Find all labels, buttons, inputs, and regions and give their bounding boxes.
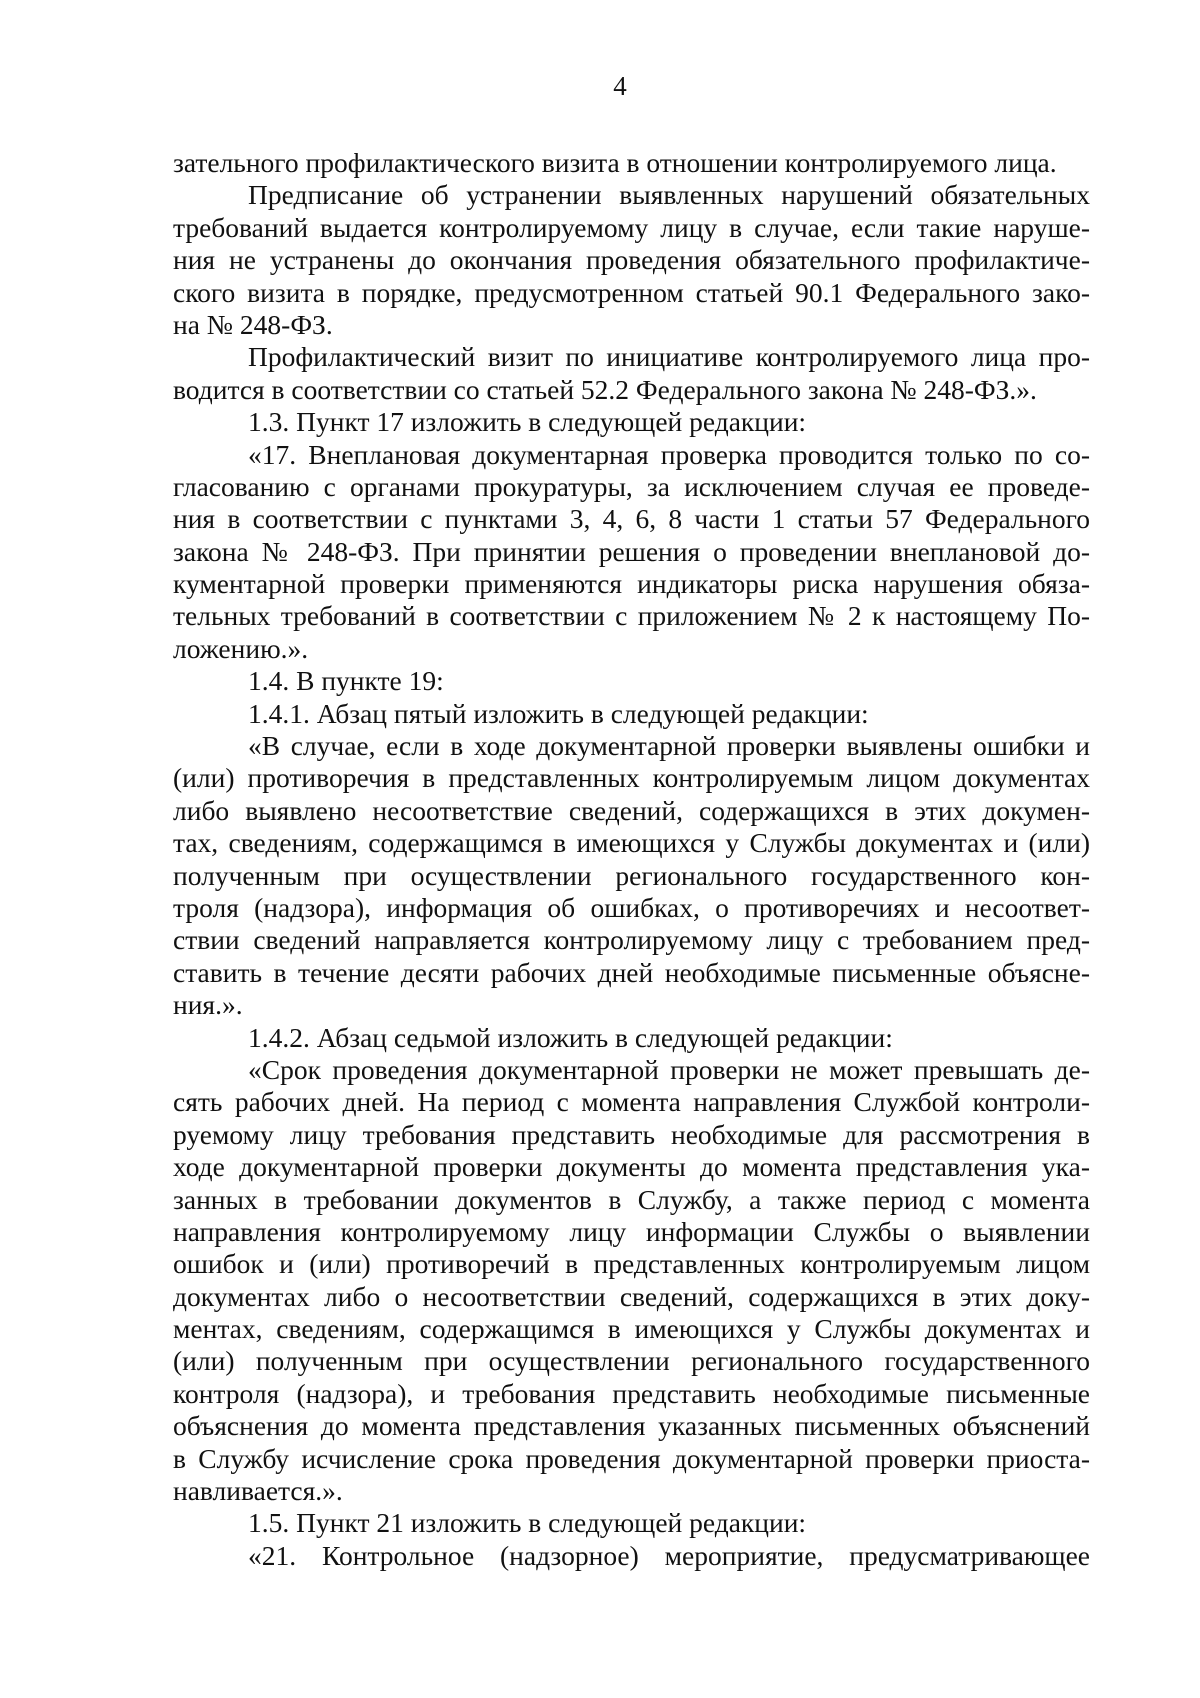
text-line: «Срок проведения документарной проверки не может превышать де- <box>248 1053 1090 1085</box>
text-line: «21. Контрольное (надзорное) мероприятие, предусматривающее <box>248 1539 1090 1571</box>
text-line: ошибок и (или) противоречий в представленных контролируемым лицом <box>173 1248 1090 1280</box>
text-line: документах либо о несоответствии сведений, содержащихся в этих доку- <box>173 1280 1090 1312</box>
text-line: водится в соответствии со статьей 52.2 Федерального закона № 248-ФЗ.». <box>173 373 1037 405</box>
text-line: ского визита в порядке, предусмотренном статьей 90.1 Федерального зако- <box>173 276 1090 308</box>
text-line: троля (надзора), информация об ошибках, о противоречиях и несоответ- <box>173 891 1090 923</box>
text-line: ложению.». <box>173 632 309 664</box>
text-line: зательного профилактического визита в отношении контролируемого лица. <box>173 147 1057 178</box>
text-line: гласованию с органами прокуратуры, за исключением случая ее проведе- <box>173 470 1090 502</box>
text-line: «В случае, если в ходе документарной проверки выявлены ошибки и <box>248 730 1090 762</box>
text-line: кументарной проверки применяются индикаторы риска нарушения обяза- <box>173 568 1090 600</box>
text-line: занных в требовании документов в Службу, а также период с момента <box>173 1183 1090 1215</box>
page-number: 4 <box>613 71 627 101</box>
text-line: закона № 248-ФЗ. При принятии решения о проведении внеплановой до- <box>173 535 1090 567</box>
text-line: навливается.». <box>173 1475 343 1507</box>
text-line: ментах, сведениям, содержащимся в имеющихся у Службы документах и <box>173 1313 1090 1345</box>
text-line: ходе документарной проверки документы до момента представления ука- <box>173 1151 1090 1183</box>
text-line: 1.5. Пункт 21 изложить в следующей редакции: <box>248 1507 807 1539</box>
text-line: тах, сведениям, содержащимся в имеющихся у Службы документах и (или) <box>173 827 1090 859</box>
text-line: 1.3. Пункт 17 изложить в следующей редакции: <box>248 406 807 438</box>
text-line: (или) полученным при осуществлении регионального государственного <box>173 1345 1090 1377</box>
text-line: требований выдается контролируемому лицу в случае, если такие наруше- <box>173 211 1090 243</box>
text-line: полученным при осуществлении регионального государственного кон- <box>173 859 1090 891</box>
text-line: ния не устранены до окончания проведения обязательного профилактиче- <box>173 244 1090 276</box>
text-line: руемому лицу требования представить необходимые для рассмотрения в <box>173 1118 1090 1150</box>
text-line: (или) противоречия в представленных контролируемым лицом документах <box>173 762 1090 794</box>
text-line: 1.4.1. Абзац пятый изложить в следующей редакции: <box>248 697 869 729</box>
text-line: ствии сведений направляется контролируемому лицу с требованием пред- <box>173 924 1090 956</box>
text-line: Профилактический визит по инициативе контролируемого лица про- <box>248 341 1090 373</box>
document-body <box>173 147 1090 1572</box>
text-line: Предписание об устранении выявленных нарушений обязательных <box>248 179 1090 211</box>
text-line: контроля (надзора), и требования представить необходимые письменные <box>173 1377 1090 1409</box>
text-line: в Службу исчисление срока проведения документарной проверки приоста- <box>173 1442 1090 1474</box>
text-line: 1.4.2. Абзац седьмой изложить в следующей редакции: <box>248 1021 893 1053</box>
text-line: сять рабочих дней. На период с момента направления Службой контроли- <box>173 1086 1090 1118</box>
text-line: «17. Внеплановая документарная проверка проводится только по со- <box>248 438 1090 470</box>
text-line: направления контролируемому лицу информации Службы о выявлении <box>173 1215 1090 1247</box>
text-line: 1.4. В пункте 19: <box>248 665 444 697</box>
text-line: тельных требований в соответствии с приложением № 2 к настоящему По- <box>173 600 1090 632</box>
text-line: на № 248-ФЗ. <box>173 308 333 340</box>
text-line: ния в соответствии с пунктами 3, 4, 6, 8 части 1 статьи 57 Федерального <box>173 503 1090 535</box>
text-line: объяснения до момента представления указанных письменных объяснений <box>173 1410 1090 1442</box>
text-line: ставить в течение десяти рабочих дней необходимые письменные объясне- <box>173 956 1090 988</box>
text-line: ния.». <box>173 989 243 1021</box>
text-line: либо выявлено несоответствие сведений, содержащихся в этих докумен- <box>173 794 1090 826</box>
